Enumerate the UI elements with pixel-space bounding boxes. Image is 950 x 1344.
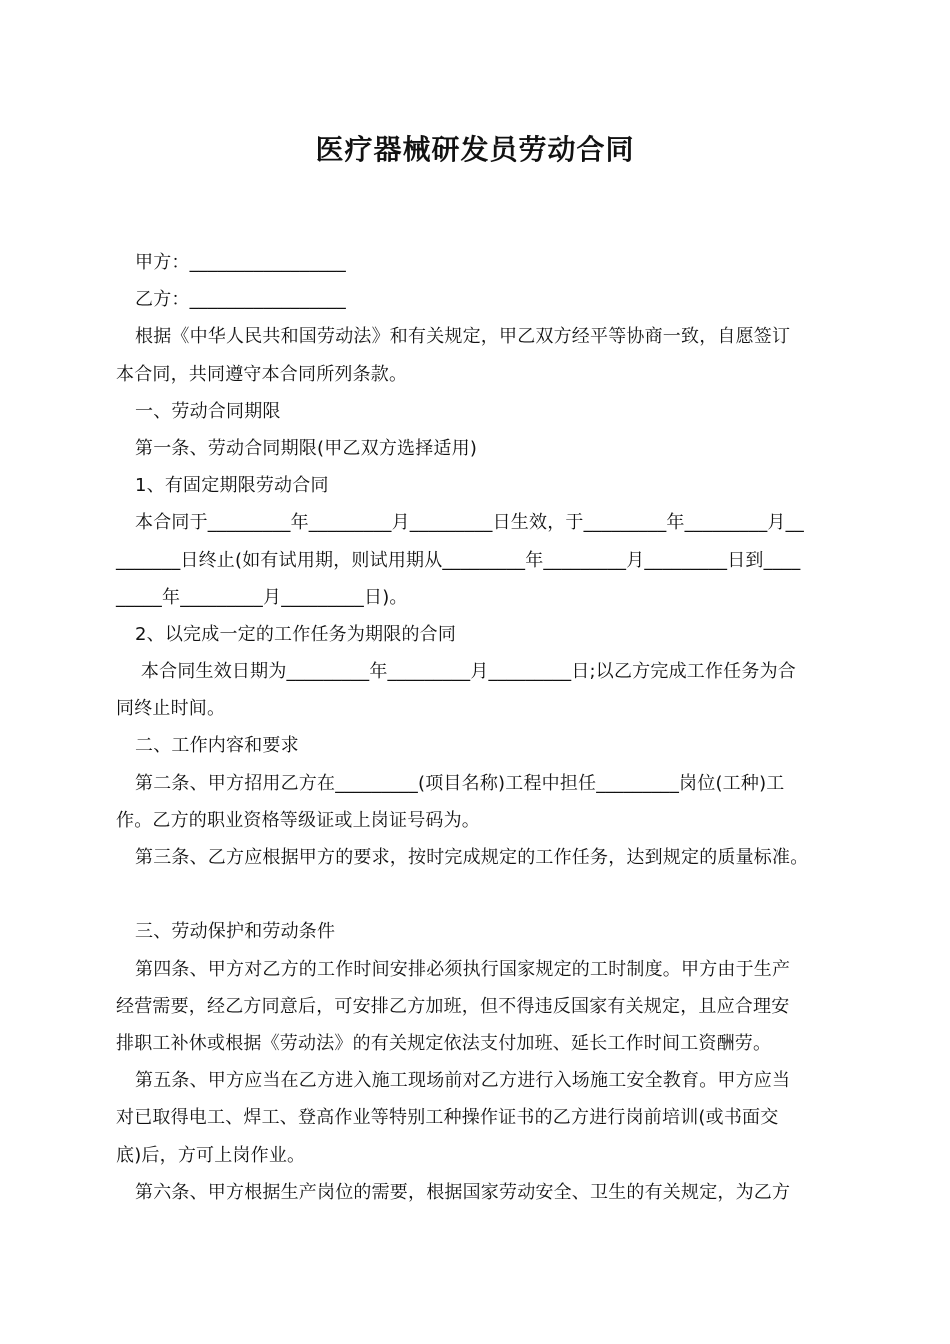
clause-1-heading: 1、有固定期限劳动合同 <box>135 475 329 497</box>
clause-2-line-2: 同终止时间。 <box>116 698 226 720</box>
article-5-line-1: 第五条、甲方应当在乙方进入施工现场前对乙方进行入场施工安全教育。甲方应当 <box>135 1070 791 1092</box>
section-heading-1: 一、劳动合同期限 <box>135 400 281 422</box>
article-4-line-1: 第四条、甲方对乙方的工作时间安排必须执行国家规定的工时制度。甲方由于生产 <box>135 958 791 980</box>
article-5-line-2: 对已取得电工、焊工、登高作业等特别工种操作证书的乙方进行岗前培训(或书面交 <box>116 1107 779 1129</box>
article-4-line-3: 排职工补休或根据《劳动法》的有关规定依法支付加班、延长工作时间工资酬劳。 <box>116 1032 772 1054</box>
paragraph-spacer <box>116 876 838 913</box>
clause-1-line-1: 本合同于_________年_________月_________日生效，于_________年_________月__ <box>135 512 804 534</box>
article-2-line-1: 第二条、甲方招用乙方在_________(项目名称)工程中担任_________岗位(工种)工 <box>135 772 785 794</box>
clause-2-heading: 2、以完成一定的工作任务为期限的合同 <box>135 623 457 645</box>
document-title: 医疗器械研发员劳动合同 <box>315 133 635 166</box>
preamble-line-2: 本合同，共同遵守本合同所列条款。 <box>116 363 408 385</box>
party-a-line: 甲方：_________________ <box>135 252 346 273</box>
party-b-line: 乙方：_________________ <box>135 289 346 311</box>
article-6-line-1: 第六条、甲方根据生产岗位的需要，根据国家劳动安全、卫生的有关规定，为乙方 <box>135 1181 791 1203</box>
clause-2-line-1: 本合同生效日期为_________年_________月_________日;以乙方完成工作任务为合 <box>135 661 796 683</box>
article-1-heading: 第一条、劳动合同期限(甲乙双方选择适用) <box>135 437 478 459</box>
article-3-line-1: 第三条、乙方应根据甲方的要求，按时完成规定的工作任务，达到规定的质量标准。 <box>135 847 809 868</box>
preamble-line-1: 根据《中华人民共和国劳动法》和有关规定，甲乙双方经平等协商一致，自愿签订 <box>135 326 791 348</box>
document-body <box>116 244 838 1211</box>
article-4-line-2: 经营需要，经乙方同意后，可安排乙方加班，但不得违反国家有关规定，且应合理安 <box>116 995 790 1017</box>
article-5-line-3: 底)后，方可上岗作业。 <box>116 1144 306 1166</box>
article-2-line-2: 作。乙方的职业资格等级证或上岗证号码为。 <box>116 809 480 831</box>
section-heading-2: 二、工作内容和要求 <box>135 735 299 757</box>
clause-1-line-2: _______日终止(如有试用期，则试用期从_________年_________月_________日到____ <box>116 549 801 571</box>
clause-1-line-3: _____年_________月_________日)。 <box>116 586 408 608</box>
section-heading-3: 三、劳动保护和劳动条件 <box>135 921 336 943</box>
